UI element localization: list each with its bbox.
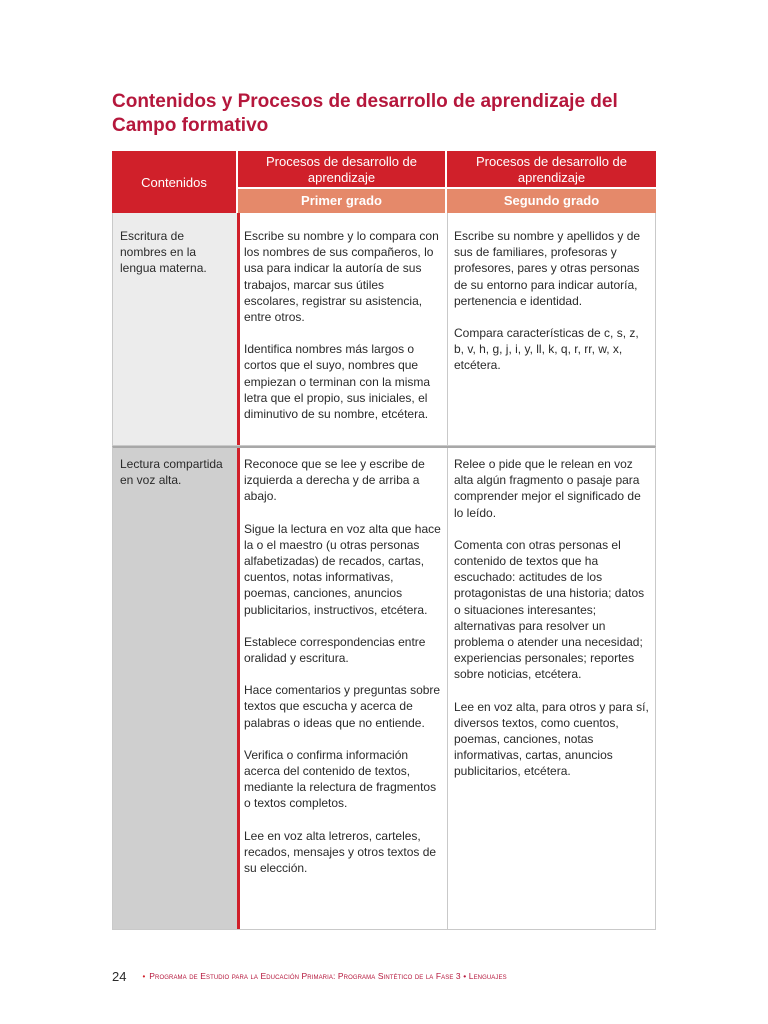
footer-bullet: • (142, 971, 146, 981)
header-primer-grado: Primer grado (238, 189, 445, 213)
segundo-grado-cell (448, 213, 657, 445)
table-header (112, 151, 656, 213)
content-table (112, 151, 656, 930)
process-text: Escribe su nombre y apellidos y de sus de familiares, profesoras y profesores, pares y otras personas de su entorno para indicar autoría, pertenencia e identidad. (454, 229, 641, 308)
header-procesos-segundo: Procesos de desarrollo de aprendizaje (447, 151, 656, 187)
process-text: Identifica nombres más largos o cortos que el suyo, nombres que empiezan o terminan con la misma letra que el propio, sus iniciales, el diminutivo de su nombre, etcétera. (244, 342, 431, 422)
page-footer (112, 966, 712, 986)
primer-grado-cell (240, 448, 447, 929)
page-title: Contenidos y Procesos de desarrollo de aprendizaje del Campo formativo (112, 91, 618, 136)
process-text: Reconoce que se lee y escribe de izquierda a derecha y de arriba a abajo. (244, 457, 425, 504)
header-segundo-grado: Segundo grado (447, 189, 656, 213)
page-number: 24 (112, 968, 127, 984)
contenido-cell: Escritura de nombres en la lengua materna. (113, 213, 237, 445)
process-text: Compara características de c, s, z, b, v, h, g, j, i, y, ll, k, q, r, rr, w, x, etcétera. (454, 326, 639, 373)
footer-text: Programa de Estudio para la Educación Primaria: Programa Sintético de la Fase 3 • Lenguajes (149, 971, 507, 981)
process-text: Establece correspondencias entre oralidad y escritura. (244, 634, 426, 666)
header-contenidos: Contenidos (112, 151, 236, 213)
primer-grado-cell (240, 213, 447, 445)
process-text: Hace comentarios y preguntas sobre textos que escucha y acerca de palabras o ideas que no entiende. (244, 683, 441, 730)
process-text: Verifica o confirma información acerca del contenido de textos, mediante la relectura de fragmentos o textos completos. (244, 747, 437, 811)
process-text: Lee en voz alta, para otros y para sí, diversos textos, como cuentos, poemas, canciones, notas informativas, cartas, anuncios publicitarios, etcétera. (454, 699, 649, 779)
contenido-cell: Lectura compartida en voz alta. (113, 448, 237, 929)
process-text: Relee o pide que le relean en voz alta algún fragmento o pasaje para comprender mejor el significado de lo leído. (454, 457, 641, 520)
process-text: Escribe su nombre y lo compara con los nombres de sus compañeros, lo usa para indicar la autoría de sus trabajos, marcar sus útiles escolares, registrar su asistencia, entre otros. (244, 229, 439, 325)
table-row (112, 446, 656, 930)
header-procesos-primer: Procesos de desarrollo de aprendizaje (238, 151, 445, 187)
table-row (112, 213, 656, 446)
process-text: Comenta con otras personas el contenido de textos que ha escuchado: actitudes de los protagonistas de una historia; datos o situaciones interesantes; alternativas para resolver un problema o atender una necesidad; experiencias personales; reportes sobre noticias, etcétera. (454, 537, 645, 682)
process-text: Lee en voz alta letreros, carteles, recados, mensajes y otros textos de su elección. (244, 828, 437, 876)
process-text: Sigue la lectura en voz alta que hace la o el maestro (u otras personas alfabetizadas) de recados, cartas, cuentos, notas informativas, poemas, canciones, anuncios publicitarios, instructivos, etcétera. (244, 521, 441, 617)
segundo-grado-cell (448, 448, 657, 929)
